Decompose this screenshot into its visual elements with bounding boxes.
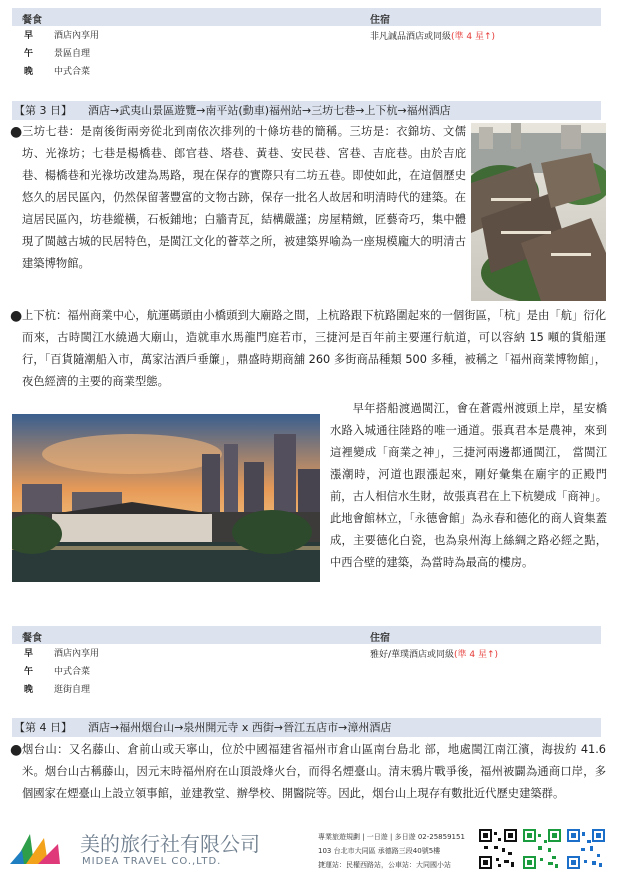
footer bbox=[0, 826, 617, 879]
contact-line-1: 專業旅遊規劃 | 一日遊 | 多日遊 02-25859151 bbox=[318, 833, 465, 841]
brand-name-cn: 美的旅行社有限公司 bbox=[80, 832, 260, 856]
day-4-header bbox=[12, 718, 601, 737]
contact-transit: 捷運站：民權西路站，公車站：大同國小站 bbox=[318, 861, 451, 869]
bullet-icon: ● bbox=[10, 742, 23, 758]
bullet-icon: ● bbox=[10, 308, 23, 324]
zhangzhenjun-text: 早年搭船渡過閩江，會在蒼霞州渡頭上岸，星安橋水路入城通往陸路的唯一通道。張真君本是農神，來到這裡變成「商業之神」，三捷河兩邊都通閩江， 當閩江漲潮時，河道也跟漲起來，剛好彙集在廟宇的正殿門前，古人相信水生財，故張真君在上下杭變成「商神」。此地會館林立，「永德會館」為永春和德化的商人資集蓋成，主要德化白瓷，也為泉州海上絲綢之路必經之點，中西合壁的建築，為當時為最高的樓房。 bbox=[330, 402, 607, 569]
hotel-info: 雅好/華璞酒店或同級(準 4 星↑) bbox=[370, 650, 499, 660]
shangxiahang-photo bbox=[12, 414, 320, 582]
day-tag: 【第 3 日】 bbox=[14, 104, 72, 117]
shangxiahang-text: 上下杭：福州商業中心，航運碼頭由小橋頭到大廟路之間，上杭路跟下杭路圍起來的一個街區，「杭」是由「航」衍化而來，古時閩江水繞過大廟山，造就車水馬龍門庭若市，三捷河是百年前主要運行航道，可以容納 15 噸的貨船運行，「百貨隨潮船入市，萬家沽酒戶垂簾」，鼎盛時期商舖 260 多街商品種類 500 多種，被稱之「福州商業博物館」，夜色經濟的主要的商業型態。 bbox=[22, 309, 606, 388]
brand-name-en: MIDEA TRAVEL CO.,LTD. bbox=[82, 856, 222, 867]
yantaishan-text: 烟台山：又名藤山、倉前山或天寧山，位於中國福建省福州市倉山區南台島北 部，地處閩江南江濱，海拔約 41.6 米。烟台山古稱藤山，因元末時福州府在山頂設烽火台，而得名煙臺山。清末鴉片戰爭後，福州被闢為通商口岸，多個國家在煙臺山上設立領事館，並建教堂、辦學校、開醫院等。因此，烟台山上現存有數批近代歷史建築群。 bbox=[22, 743, 606, 800]
sanfang-qixiang-photo bbox=[471, 123, 606, 301]
midea-logo-icon bbox=[8, 830, 68, 870]
meal-header-label: 餐食 bbox=[22, 633, 42, 644]
hotel-info: 非凡誠品酒店或同級(準 4 星↑) bbox=[370, 32, 496, 42]
hotel-star-rating: (準 4 星↑) bbox=[454, 650, 499, 660]
meal-table-header bbox=[12, 8, 601, 26]
bullet-icon: ● bbox=[10, 124, 23, 140]
hotel-header-label: 住宿 bbox=[370, 15, 390, 26]
meal-table-header bbox=[12, 626, 601, 644]
contact-address: 103 台北市大同區 承德路三段40號5樓 bbox=[318, 847, 441, 855]
hotel-header-label: 住宿 bbox=[370, 633, 390, 644]
day-3-header bbox=[12, 101, 601, 120]
qr-code-icon[interactable] bbox=[478, 828, 518, 870]
day-route: 酒店→福州烟台山→泉州開元寺 x 西街→晉江五店市→漳州酒店 bbox=[88, 721, 392, 734]
sanfang-qixiang-text: 三坊七巷：是南後街兩旁從北到南依次排列的十條坊巷的簡稱。三坊是：衣錦坊、文儒坊、光祿坊；七巷是楊橋巷、郎官巷、塔巷、黃巷、安民巷、宮巷、吉庇巷。由於吉庇巷、楊橋巷和光祿坊改建為馬路，現在保存的實際只有二坊五巷。即使如此，在這個歷史悠久的居民區內，仍然保留著豐富的文物古跡，保存一批名人故居和明清時代的建築。在這居民區內，坊巷縱橫，石板鋪地；白牆青瓦，結構嚴謹；房屋精緻，匠藝奇巧，集中體現了閩越古城的民居特色，是閩江文化的薈萃之所，被建築界喻為一座規模龐大的明清古建築博物館。 bbox=[22, 125, 466, 270]
qr-code-icon[interactable] bbox=[566, 828, 606, 870]
hotel-star-rating: (準 4 星↑) bbox=[451, 32, 496, 42]
day-route: 酒店→武夷山景區遊覽→南平站(動車)福州站→三坊七巷→上下杭→福州酒店 bbox=[88, 104, 451, 117]
day-tag: 【第 4 日】 bbox=[14, 721, 72, 734]
qr-code-icon[interactable] bbox=[522, 828, 562, 870]
meal-header-label: 餐食 bbox=[22, 15, 42, 26]
